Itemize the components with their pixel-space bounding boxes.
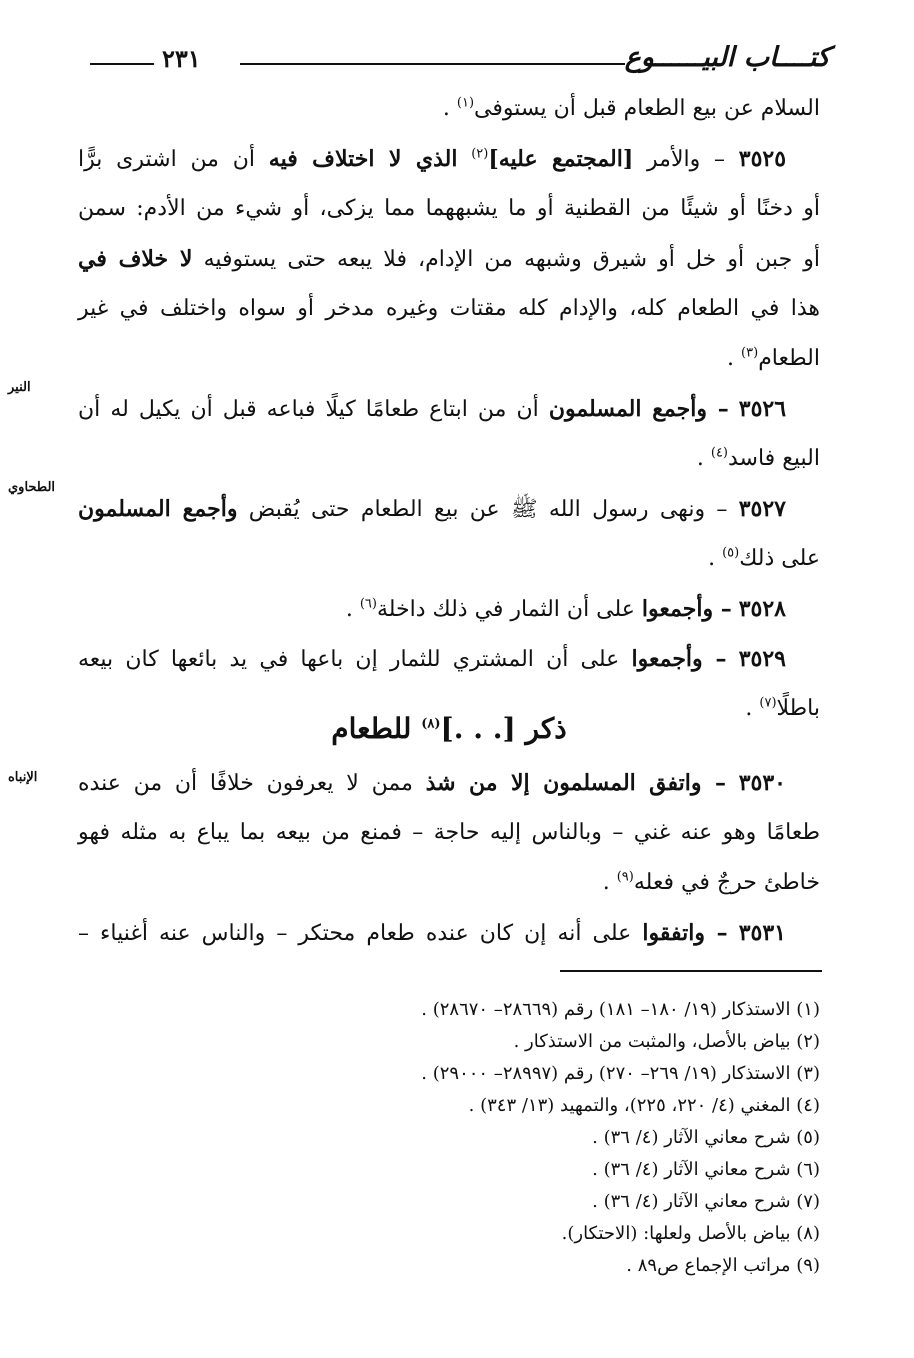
paragraph-3528: ٣٥٢٨ – وأجمعوا على أن الثمار في ذلك داخلة$^{(٦)}$ . [345,596,786,622]
paragraph-3527: ٣٥٢٧ – ونهى رسول الله ﷺ عن بيع الطعام حتى يُقبض وأجمع المسلمون [78,496,786,522]
footnote: (٧) شرح معاني الآثار (٤/ ٣٦) . [592,1191,820,1212]
section-heading: ذكر [. . .]$^{(٨)}$ للطعام [331,712,567,745]
paragraph-number: ٣٥٢٩ [738,646,786,672]
paragraph-number: ٣٥٢٧ [738,496,786,522]
text-line: هذا في الطعام كله، والإدام كله مقتات وغيره مدخر أو سواه واختلف في غير [78,296,820,321]
text-line: أو دخنًا أو شيئًا من القطنية أو ما يشبههما مما يزكى، أو شيء من الأدم: سمن [78,196,820,221]
text-line: السلام عن بيع الطعام قبل أن يستوفى$^{(١)}$ . [442,95,820,121]
text-line: على ذلك$^{(٥)}$ . [708,545,820,571]
paragraph-number: ٣٥٣٠ [738,770,786,796]
running-header [90,42,830,82]
header-rule-left [90,63,154,65]
text-line: طعامًا وهو عنه غني – وبالناس إليه حاجة – فمنع من بيعه بما يباع به مثله فهو [78,820,820,845]
footnote: (٩) مراتب الإجماع ص٨٩ . [626,1255,820,1276]
footnote-separator [560,970,822,972]
text-line: الطعام$^{(٣)}$ . [727,345,820,371]
paragraph-number: ٣٥٢٨ [738,596,786,622]
margin-note: الإنباه [8,770,38,785]
footnote: (٢) بياض بالأصل، والمثبت من الاستذكار . [513,1031,820,1052]
paragraph-3530: ٣٥٣٠ – واتفق المسلمون إلا من شذ ممن لا يعرفون خلافًا أن من عنده [78,770,786,796]
paragraph-number: ٣٥٢٥ [738,146,787,172]
footnote: (٨) بياض بالأصل ولعلها: (الاحتكار). [561,1223,820,1244]
footnote: (٤) المغني (٤/ ٢٢٠، ٢٢٥)، والتمهيد (١٣/ ٣٤٣) . [468,1095,820,1116]
footnote: (٣) الاستذكار (١٩/ ٢٦٩– ٢٧٠) رقم (٢٨٩٩٧– ٢٩٠٠٠) . [421,1063,820,1084]
paragraph-3529: ٣٥٢٩ – وأجمعوا على أن المشتري للثمار إن باعها في يد بائعها كان بيعه [78,646,786,672]
footnote: (١) الاستذكار (١٩/ ١٨٠– ١٨١) رقم (٢٨٦٦٩– ٢٨٦٧٠) . [421,999,820,1020]
margin-note: النير [8,380,31,395]
paragraph-3531: ٣٥٣١ – واتفقوا على أنه إن كان عنده طعام محتكر – والناس عنه أغنياء – [78,920,786,946]
text-line: أو جبن أو خل أو شيرق وشبهه من الإدام، فلا يبعه حتى يستوفيه لا خلاف في [78,246,821,272]
page-number: ٢٣١ [162,44,201,73]
paragraph-number: ٣٥٣١ [738,920,786,946]
paragraph-3526: ٣٥٢٦ – وأجمع المسلمون أن من ابتاع طعامًا كيلًا فباعه قبل أن يكيل له أن [78,396,787,422]
paragraph-3525: ٣٥٢٥ – والأمر [المجتمع عليه]$^{(٢)}$ الذي لا اختلاف فيه أن من اشترى برًّا [78,146,787,172]
margin-note: الطحاوي [8,480,56,495]
text-line: خاطئ حرجٌ في فعله$^{(٩)}$ . [602,869,820,895]
text-line: باطلًا$^{(٧)}$ . [745,695,820,721]
text-line: البيع فاسد$^{(٤)}$ . [696,445,820,471]
footnote: (٥) شرح معاني الآثار (٤/ ٣٦) . [592,1127,820,1148]
paragraph-number: ٣٥٢٦ [738,396,787,422]
header-title: كتــــاب البيــــــوع [624,42,830,73]
header-rule [240,63,625,65]
footnote: (٦) شرح معاني الآثار (٤/ ٣٦) . [592,1159,820,1180]
